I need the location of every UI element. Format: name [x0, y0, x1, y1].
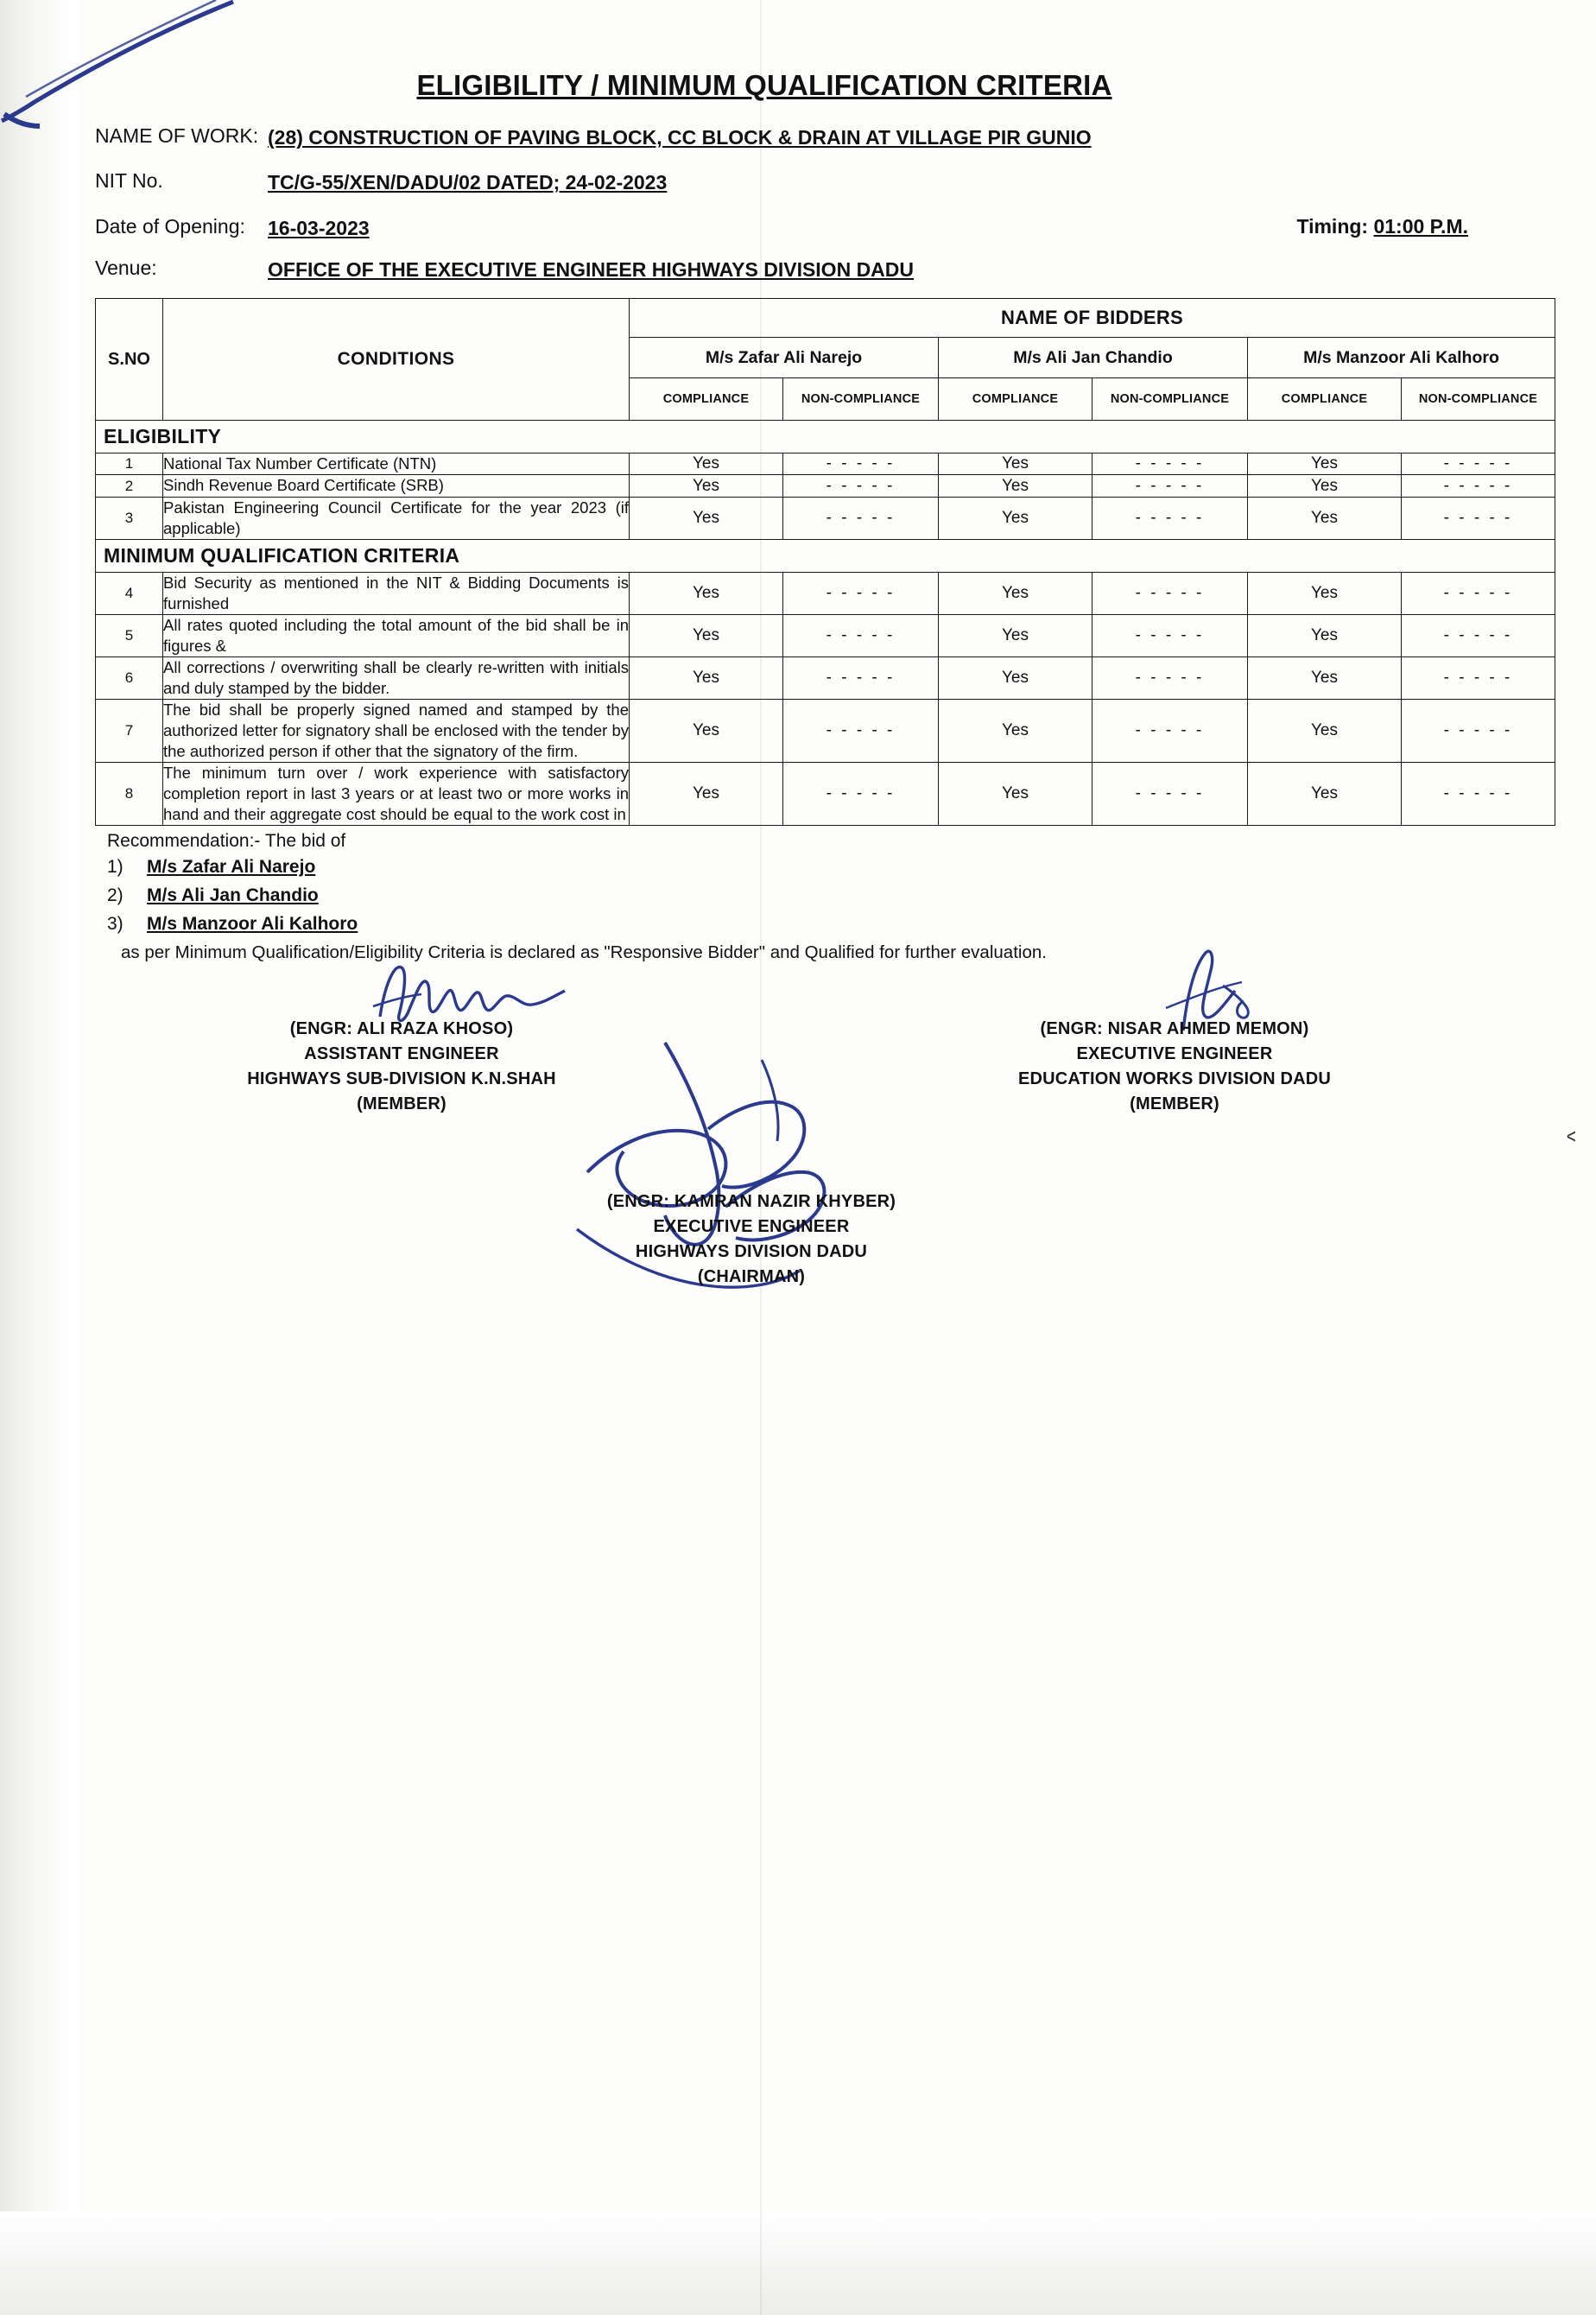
list-item-number: 3) — [107, 914, 124, 935]
cell-non-compliance-1: - - - - - — [783, 699, 939, 762]
table-row — [96, 656, 1555, 699]
cell-compliance-1: Yes — [630, 699, 783, 762]
list-item — [107, 914, 1563, 935]
table-header-row-1 — [96, 299, 1555, 338]
signature-block-right — [950, 1017, 1399, 1117]
header-sno: S.NO — [96, 299, 163, 421]
cell-non-compliance-3: - - - - - — [1402, 763, 1555, 826]
cell-compliance-3: Yes — [1248, 572, 1402, 614]
cell-compliance-1: Yes — [630, 572, 783, 614]
table-row — [96, 614, 1555, 656]
cell-non-compliance-3: - - - - - — [1402, 699, 1555, 762]
header-compliance-2: COMPLIANCE — [939, 378, 1092, 421]
signatory-designation: EXECUTIVE ENGINEER — [1076, 1044, 1273, 1064]
signatory-office: HIGHWAYS SUB-DIVISION K.N.SHAH — [247, 1069, 556, 1089]
header-non-compliance-1: NON-COMPLIANCE — [783, 378, 939, 421]
header-compliance-3: COMPLIANCE — [1248, 378, 1402, 421]
row-sno: 4 — [96, 572, 163, 614]
venue-label: Venue: — [95, 257, 157, 280]
margin-tick-mark: ^ — [1561, 1131, 1588, 1142]
header-bidder-1: M/s Zafar Ali Narejo — [630, 338, 939, 378]
section-title-eligibility: ELIGIBILITY — [96, 421, 1555, 453]
cell-compliance-2: Yes — [939, 475, 1092, 497]
cell-compliance-3: Yes — [1248, 656, 1402, 699]
signatory-name: (ENGR: KAMRAN NAZIR KHYBER) — [606, 1192, 896, 1212]
signature-block-left — [199, 1017, 605, 1117]
table-row — [96, 475, 1555, 497]
section-header-row — [96, 421, 1555, 453]
cell-non-compliance-1: - - - - - — [783, 572, 939, 614]
venue-value: OFFICE OF THE EXECUTIVE ENGINEER HIGHWAYS DIVISION DADU — [268, 258, 915, 282]
list-item — [107, 885, 1563, 906]
signature-section — [95, 1017, 1563, 1302]
header-non-compliance-3: NON-COMPLIANCE — [1402, 378, 1555, 421]
name-of-work-label: NAME OF WORK: — [95, 124, 259, 147]
cell-non-compliance-2: - - - - - — [1092, 497, 1248, 539]
row-sno: 1 — [96, 453, 163, 475]
cell-non-compliance-2: - - - - - — [1092, 614, 1248, 656]
signatory-office: HIGHWAYS DIVISION DADU — [635, 1242, 868, 1262]
cell-non-compliance-2: - - - - - — [1092, 453, 1248, 475]
cell-compliance-2: Yes — [939, 453, 1092, 475]
row-sno: 3 — [96, 497, 163, 539]
cell-non-compliance-1: - - - - - — [783, 475, 939, 497]
list-item — [107, 857, 1563, 878]
cell-compliance-3: Yes — [1248, 453, 1402, 475]
table-row — [96, 763, 1555, 826]
nit-no-label: NIT No. — [95, 169, 163, 193]
table-row — [96, 497, 1555, 539]
signature-block-chairman — [527, 1189, 976, 1290]
cell-non-compliance-1: - - - - - — [783, 656, 939, 699]
cell-non-compliance-3: - - - - - — [1402, 475, 1555, 497]
header-bidder-3: M/s Manzoor Ali Kalhoro — [1248, 338, 1555, 378]
cell-compliance-2: Yes — [939, 656, 1092, 699]
row-condition: The bid shall be properly signed named and stamped by the authorized letter for signatory shall be enclosed with the tender by the authorized person if other that the signatory of the firm. — [163, 699, 630, 762]
field-name-of-work — [95, 124, 1563, 150]
table-row — [96, 572, 1555, 614]
list-item-label: M/s Zafar Ali Narejo — [147, 857, 316, 878]
cell-non-compliance-3: - - - - - — [1402, 572, 1555, 614]
field-date-of-opening — [95, 215, 1563, 241]
cell-non-compliance-3: - - - - - — [1402, 453, 1555, 475]
signatory-role: (CHAIRMAN) — [697, 1267, 806, 1287]
cell-compliance-3: Yes — [1248, 475, 1402, 497]
cell-compliance-1: Yes — [630, 475, 783, 497]
table-row — [96, 699, 1555, 762]
row-sno: 8 — [96, 763, 163, 826]
signatory-office: EDUCATION WORKS DIVISION DADU — [1017, 1069, 1332, 1089]
cell-compliance-3: Yes — [1248, 699, 1402, 762]
table-row — [96, 453, 1555, 475]
date-of-opening-value: 16-03-2023 — [268, 216, 370, 239]
header-non-compliance-2: NON-COMPLIANCE — [1092, 378, 1248, 421]
cell-compliance-1: Yes — [630, 656, 783, 699]
row-condition: Pakistan Engineering Council Certificate for the year 2023 (if applicable) — [163, 497, 630, 539]
row-condition: The minimum turn over / work experience with satisfactory completion report in last 3 years or at least two or more works in hand and their aggregate cost should be equal to the work cost in — [163, 763, 630, 826]
cell-compliance-1: Yes — [630, 763, 783, 826]
list-item-number: 1) — [107, 857, 124, 878]
name-of-work-value: (28) CONSTRUCTION OF PAVING BLOCK, CC BLOCK & DRAIN AT VILLAGE PIR GUNIO — [268, 126, 1092, 149]
field-nit-no — [95, 169, 1563, 195]
row-condition: All rates quoted including the total amount of the bid shall be in figures & — [163, 614, 630, 656]
list-item-label: M/s Ali Jan Chandio — [147, 885, 319, 906]
recommendation-heading: Recommendation:- The bid of — [107, 831, 346, 852]
list-item-label: M/s Manzoor Ali Kalhoro — [147, 914, 358, 935]
scan-edge-shading — [0, 0, 78, 2315]
row-condition: All corrections / overwriting shall be clearly re-written with initials and duly stamped by the bidder. — [163, 656, 630, 699]
cell-non-compliance-2: - - - - - — [1092, 572, 1248, 614]
recommendation-footer: as per Minimum Qualification/Eligibility Criteria is declared as "Responsive Bidder" and Qualified for further evaluation. — [121, 942, 1047, 963]
cell-non-compliance-2: - - - - - — [1092, 763, 1248, 826]
field-venue — [95, 257, 1563, 282]
cell-compliance-2: Yes — [939, 497, 1092, 539]
signatory-role: (MEMBER) — [1130, 1094, 1219, 1114]
row-sno: 7 — [96, 699, 163, 762]
cell-non-compliance-1: - - - - - — [783, 453, 939, 475]
cell-compliance-1: Yes — [630, 453, 783, 475]
cell-non-compliance-3: - - - - - — [1402, 614, 1555, 656]
signatory-designation: EXECUTIVE ENGINEER — [653, 1217, 850, 1237]
cell-non-compliance-3: - - - - - — [1402, 656, 1555, 699]
header-conditions: CONDITIONS — [163, 299, 630, 421]
recommendation-list — [107, 857, 1563, 935]
signatory-name: (ENGR: ALI RAZA KHOSO) — [289, 1019, 514, 1039]
cell-non-compliance-2: - - - - - — [1092, 475, 1248, 497]
row-sno: 5 — [96, 614, 163, 656]
recommendation-block — [95, 831, 1563, 963]
cell-non-compliance-1: - - - - - — [783, 763, 939, 826]
header-bidder-2: M/s Ali Jan Chandio — [939, 338, 1248, 378]
cell-non-compliance-3: - - - - - — [1402, 497, 1555, 539]
signatory-name: (ENGR: NISAR AHMED MEMON) — [1040, 1019, 1309, 1039]
cell-compliance-1: Yes — [630, 497, 783, 539]
cell-non-compliance-1: - - - - - — [783, 497, 939, 539]
document-body — [95, 69, 1563, 1302]
criteria-table-body — [96, 421, 1555, 826]
cell-compliance-2: Yes — [939, 763, 1092, 826]
nit-no-value: TC/G-55/XEN/DADU/02 DATED; 24-02-2023 — [268, 171, 668, 194]
cell-compliance-2: Yes — [939, 614, 1092, 656]
section-header-row — [96, 539, 1555, 572]
row-sno: 6 — [96, 656, 163, 699]
scan-bottom-shading — [0, 2211, 1596, 2315]
header-name-of-bidders: NAME OF BIDDERS — [630, 299, 1555, 338]
cell-non-compliance-2: - - - - - — [1092, 656, 1248, 699]
cell-compliance-2: Yes — [939, 699, 1092, 762]
row-condition: Bid Security as mentioned in the NIT & Bidding Documents is furnished — [163, 572, 630, 614]
cell-compliance-1: Yes — [630, 614, 783, 656]
row-sno: 2 — [96, 475, 163, 497]
list-item-number: 2) — [107, 885, 124, 906]
field-timing — [1296, 215, 1468, 238]
cell-non-compliance-1: - - - - - — [783, 614, 939, 656]
cell-compliance-3: Yes — [1248, 497, 1402, 539]
section-title-minimum-qualification: MINIMUM QUALIFICATION CRITERIA — [96, 539, 1555, 572]
timing-label: Timing: — [1296, 214, 1369, 238]
cell-compliance-3: Yes — [1248, 614, 1402, 656]
signatory-role: (MEMBER) — [357, 1094, 446, 1114]
cell-non-compliance-2: - - - - - — [1092, 699, 1248, 762]
page-title: ELIGIBILITY / MINIMUM QUALIFICATION CRITERIA — [416, 69, 1112, 101]
criteria-table — [95, 298, 1555, 826]
row-condition: National Tax Number Certificate (NTN) — [163, 453, 630, 475]
cell-compliance-3: Yes — [1248, 763, 1402, 826]
timing-value: 01:00 P.M. — [1373, 214, 1468, 238]
cell-compliance-2: Yes — [939, 572, 1092, 614]
row-condition: Sindh Revenue Board Certificate (SRB) — [163, 475, 630, 497]
header-compliance-1: COMPLIANCE — [630, 378, 783, 421]
signatory-designation: ASSISTANT ENGINEER — [304, 1044, 499, 1064]
date-of-opening-label: Date of Opening: — [95, 214, 245, 238]
